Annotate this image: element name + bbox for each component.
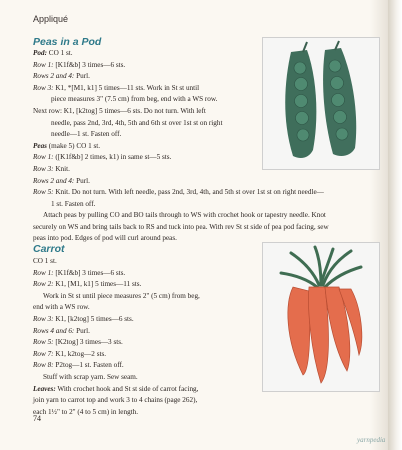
instruction-line <box>33 129 265 141</box>
row-label: Row 3: <box>33 83 54 92</box>
peas-pod-photo <box>262 37 380 170</box>
instruction-text: K1, *[M1, k1] 5 times—11 sts. Work in St st until <box>53 83 200 92</box>
instruction-text: K1, [k2tog] 5 times—6 sts. <box>53 314 134 323</box>
instruction-text: CO 1 st. <box>46 49 73 57</box>
instruction-text: Attach peas by pulling CO and BO tails through to WS with crochet hook or tapestry needle. Knot <box>43 211 326 220</box>
row-label: Row 3: <box>33 164 54 173</box>
source-watermark: yarnpedia <box>357 436 386 444</box>
instruction-text: each 1½" to 2" (4 to 5 cm) in length. <box>33 407 139 416</box>
carrot-instructions <box>33 256 265 418</box>
instruction-text: [K1f&b] 3 times—6 sts. <box>53 268 126 277</box>
instruction-text: end with a WS row. <box>33 303 90 312</box>
instruction-line <box>33 407 265 419</box>
instruction-text: With crochet hook and St st side of carrot facing, <box>55 384 199 393</box>
row-label: Row 1: <box>33 268 54 277</box>
row-label: Row 5: <box>33 188 54 196</box>
instruction-text: needle, pass 2nd, 3rd, 4th, 5th and 6th st over 1st st on right <box>51 118 223 127</box>
instruction-text: ([K1f&b] 2 times, k1) in same st—5 sts. <box>53 153 172 162</box>
instruction-line <box>33 187 373 199</box>
instruction-text: Purl. <box>74 72 90 81</box>
instruction-line <box>33 60 265 72</box>
row-label: Rows 2 and 4: <box>33 176 75 185</box>
instruction-text: securely on WS and bring tails back to RS and tuck into pea. With rev St st side of pea pod facing, sew <box>33 222 329 231</box>
peas-title: Peas in a Pod <box>33 36 102 48</box>
instruction-text: Next row: K1, [k2tog] 5 times—6 sts. Do not turn. With left <box>33 106 206 115</box>
instruction-label: Peas <box>33 141 47 150</box>
instruction-text: CO 1 st. <box>33 257 57 265</box>
row-label: Row 1: <box>33 153 54 162</box>
instruction-line <box>33 337 265 349</box>
page-number: 74 <box>33 414 41 423</box>
row-label: Row 5: <box>33 338 54 347</box>
instruction-line <box>33 256 265 268</box>
instruction-line <box>33 326 265 338</box>
instruction-text: K1, [M1, k1] 5 times—11 sts. <box>53 280 142 289</box>
row-label: Row 1: <box>33 60 54 69</box>
instruction-text: Stuff with scrap yarn. Sew seam. <box>43 372 138 381</box>
instruction-line <box>33 164 265 176</box>
instruction-line <box>33 302 265 314</box>
row-label: Row 2: <box>33 280 54 289</box>
peas-instructions-wide <box>33 187 373 245</box>
chapter-header: Appliqué <box>33 14 69 24</box>
instruction-line <box>33 71 265 83</box>
row-label: Row 3: <box>33 314 54 323</box>
instruction-text: Knit. <box>53 164 70 173</box>
instruction-text: Knit. Do not turn. With left needle, pass 2nd, 3rd, 4th, and 5th st over 1st st on right needle— <box>53 188 324 196</box>
instruction-line <box>33 291 265 303</box>
instruction-line <box>33 94 265 106</box>
instruction-text: piece measures 3" (7.5 cm) from beg, end with a WS row. <box>51 95 218 104</box>
instruction-line <box>33 222 373 234</box>
instruction-text: P2tog—1 st. Fasten off. <box>53 361 124 370</box>
instruction-line <box>33 268 265 280</box>
instruction-line <box>33 384 265 396</box>
instruction-label: Leaves: <box>33 384 56 393</box>
instruction-line <box>33 360 265 372</box>
instruction-line <box>33 349 265 361</box>
instruction-line <box>33 48 265 60</box>
instruction-text: 1 st. Fasten off. <box>51 199 96 208</box>
instruction-line <box>33 314 265 326</box>
instruction-line <box>33 279 265 291</box>
instruction-line <box>33 199 373 211</box>
instruction-text: Purl. <box>74 326 90 335</box>
instruction-line <box>33 372 265 384</box>
instruction-text: [K2tog] 3 times—3 sts. <box>53 338 123 347</box>
instruction-text: [K1f&b] 3 times—6 sts. <box>53 60 126 69</box>
instruction-line <box>33 106 265 118</box>
instruction-line <box>33 210 373 222</box>
instruction-line <box>33 83 265 95</box>
instruction-line <box>33 176 265 188</box>
row-label: Rows 2 and 4: <box>33 72 75 81</box>
row-label: Rows 4 and 6: <box>33 326 75 335</box>
instruction-line <box>33 152 265 164</box>
peas-instructions <box>33 48 265 187</box>
instruction-line <box>33 118 265 130</box>
instruction-text: Work in St st until piece measures 2" (5 cm) from beg, <box>43 291 200 300</box>
instruction-text: peas into pod. Edges of pod will curl around peas. <box>33 234 177 243</box>
instruction-text: join yarn to carrot top and work 3 to 4 chains (page 262), <box>33 396 198 405</box>
instruction-text: Purl. <box>74 176 90 185</box>
instruction-line <box>33 141 265 153</box>
row-label: Row 8: <box>33 361 54 370</box>
instruction-text: K1, k2tog—2 sts. <box>53 349 107 358</box>
instruction-label: Pod: <box>33 49 47 57</box>
instruction-line <box>33 395 265 407</box>
instruction-text: needle—1 st. Fasten off. <box>51 130 122 139</box>
book-spine <box>388 0 402 450</box>
instruction-text: (make 5) CO 1 st. <box>46 141 101 150</box>
carrot-photo <box>262 242 380 392</box>
row-label: Row 7: <box>33 349 54 358</box>
carrot-title: Carrot <box>33 243 65 255</box>
